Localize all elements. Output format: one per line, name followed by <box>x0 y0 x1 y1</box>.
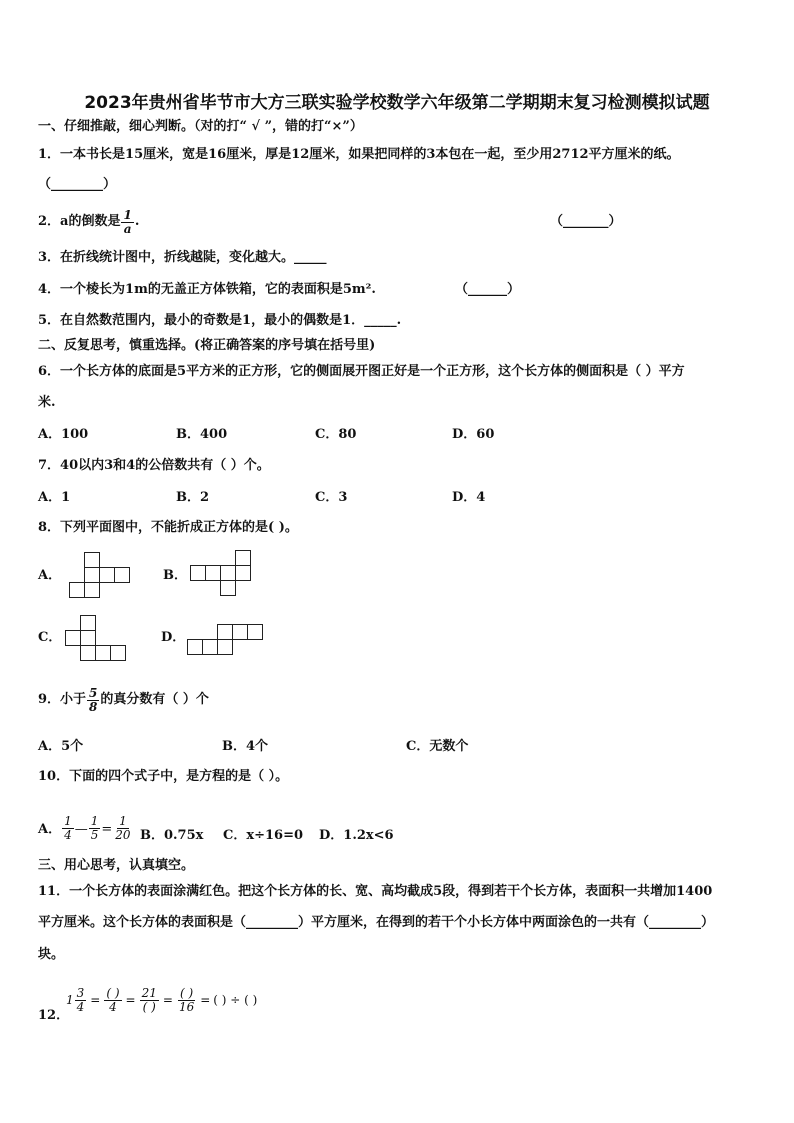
fraction-numerator: 1 <box>119 814 127 828</box>
fraction-denominator: 4 <box>109 999 117 1014</box>
question-5: 5．在自然数范围内，最小的奇数是1，最小的偶数是1．_____. <box>38 313 402 328</box>
fraction-numerator: 5 <box>89 685 98 700</box>
page-title: 2023年贵州省毕节市大方三联实验学校数学六年级第二学期期末复习检测模拟试题 <box>84 93 710 113</box>
option-b-label[interactable]: B． <box>163 568 187 583</box>
section-2-heading: 二、反复思考，慎重选择。(将正确答案的序号填在括号里) <box>38 338 376 353</box>
option-a[interactable]: A．5个 <box>38 739 84 754</box>
question-9 <box>38 683 209 717</box>
option-b[interactable]: B．400 <box>176 427 228 442</box>
minus-sign: — <box>74 822 88 837</box>
fraction-denominator[interactable]: ( ) <box>142 999 156 1014</box>
option-d-label[interactable]: D． <box>161 630 186 645</box>
fraction-denominator: 8 <box>89 699 98 714</box>
option-c[interactable]: C．x÷16=0 <box>223 828 304 843</box>
mixed-number-whole: 1 <box>66 993 74 1007</box>
option-d[interactable]: D．60 <box>452 427 495 442</box>
option-b[interactable]: B．4个 <box>222 739 269 754</box>
fraction-numerator[interactable]: ( ) <box>106 985 120 1000</box>
question-6-line-2: 米. <box>38 395 56 410</box>
option-a-label[interactable]: A． <box>38 568 62 583</box>
fraction <box>89 815 101 842</box>
equals-sign: = <box>125 993 136 1007</box>
question-9-text-end: 的真分数有（ ）个 <box>100 692 209 707</box>
question-2 <box>38 205 139 239</box>
question-12-label: 12． <box>38 1008 70 1023</box>
question-11-line-1: 11．一个长方体的表面涂满红色。把这个长方体的长、宽、高均截成5段，得到若干个长方体，表面积一共增加1400 <box>38 884 713 899</box>
fraction-numerator: 1 <box>123 207 132 222</box>
fraction-denominator: 5 <box>90 828 99 842</box>
option-d[interactable]: D．4 <box>452 490 486 505</box>
option-b[interactable]: B．2 <box>176 490 210 505</box>
question-2-fraction <box>121 209 133 236</box>
fraction <box>113 815 132 842</box>
fraction-numerator: 3 <box>76 985 85 1000</box>
fraction-numerator: 21 <box>141 985 157 1000</box>
question-11-line-3: 块。 <box>38 947 65 962</box>
option-b[interactable]: B．0.75x <box>140 828 204 843</box>
question-2-period: . <box>134 214 140 229</box>
fraction-denominator: 16 <box>178 999 195 1014</box>
option-a[interactable]: A．100 <box>38 427 89 442</box>
equals-sign: = <box>162 993 173 1007</box>
fraction <box>177 987 196 1014</box>
division-blanks[interactable]: ( ) ÷ ( ) <box>213 993 258 1007</box>
fraction <box>62 815 74 842</box>
option-a-label: A． <box>38 822 62 837</box>
fraction-denominator: 4 <box>76 999 85 1014</box>
cube-net-d <box>187 623 267 659</box>
fraction-denominator: a <box>123 221 132 236</box>
question-9-text: 9．小于 <box>38 692 87 707</box>
option-c[interactable]: C．无数个 <box>406 739 469 754</box>
question-7: 7．40以内3和4的公倍数共有（ ）个。 <box>38 458 270 473</box>
option-d[interactable]: D．1.2x<6 <box>319 828 394 843</box>
option-a[interactable]: A．1 <box>38 490 71 505</box>
equals-sign: = <box>90 993 101 1007</box>
question-2-answer-blank[interactable]: （_______） <box>550 214 622 229</box>
question-11-line-2: 平方厘米。这个长方体的表面积是（________）平方厘米，在得到的若干个小长方体中两面涂色的一共有（________） <box>38 915 715 930</box>
question-10: 10．下面的四个式子中，是方程的是（ ）。 <box>38 769 289 784</box>
question-4: 4．一个棱长为1m的无盖正方体铁箱，它的表面积是5m². <box>38 282 376 297</box>
equals-sign: = <box>200 993 211 1007</box>
question-2-text: 2．a的倒数是 <box>38 214 121 229</box>
question-3: 3．在折线统计图中，折线越陡，变化越大。_____ <box>38 250 327 265</box>
fraction-denominator: 20 <box>115 828 131 842</box>
cube-net-b <box>190 550 254 598</box>
fraction-numerator: 1 <box>90 814 99 828</box>
question-8: 8．下列平面图中，不能折成正方体的是( )。 <box>38 520 298 535</box>
fraction-numerator[interactable]: ( ) <box>179 985 194 1000</box>
option-c[interactable]: C．80 <box>315 427 357 442</box>
option-c-label[interactable]: C． <box>38 630 62 645</box>
question-9-fraction <box>87 687 99 714</box>
question-12-equation <box>66 982 257 1018</box>
fraction-numerator: 1 <box>64 814 72 828</box>
question-1-answer-blank[interactable]: （________） <box>38 177 117 192</box>
fraction <box>75 987 87 1014</box>
option-c[interactable]: C．3 <box>315 490 348 505</box>
question-4-answer-blank[interactable]: （______） <box>455 282 521 297</box>
section-1-heading: 一、仔细推敲，细心判断。（对的打“ √ ”，错的打“×”） <box>38 119 363 134</box>
fraction <box>140 987 159 1014</box>
cube-net-c <box>64 613 128 663</box>
section-3-heading: 三、用心思考，认真填空。 <box>38 858 195 873</box>
question-1-line-1: 1．一本书长是15厘米，宽是16厘米，厚是12厘米，如果把同样的3本包在一起，至少用2712平方厘米的纸。 <box>38 147 680 162</box>
fraction <box>104 987 121 1014</box>
fraction-denominator: 4 <box>64 828 72 842</box>
cube-net-a <box>66 552 132 600</box>
question-6-line-1: 6．一个长方体的底面是5平方米的正方形，它的侧面展开图正好是一个正方形，这个长方体的侧面积是（ ）平方 <box>38 364 685 379</box>
option-a[interactable] <box>38 802 134 842</box>
equals-sign: = <box>101 822 113 837</box>
